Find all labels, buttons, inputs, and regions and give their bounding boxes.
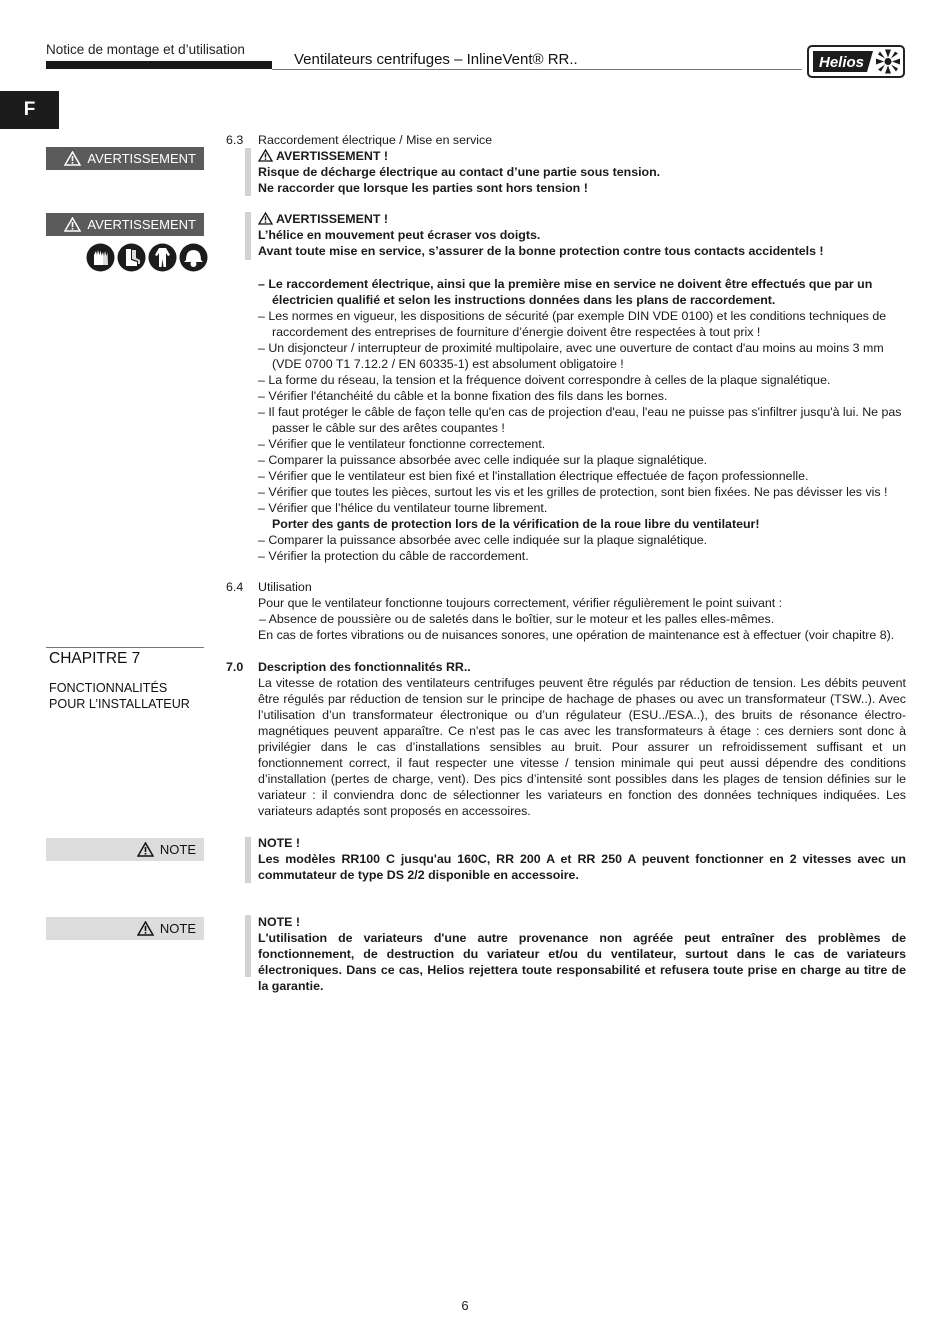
note-label-text: NOTE [159, 842, 196, 857]
ppe-icons [86, 243, 208, 272]
warning-label-electric [46, 147, 204, 170]
warning-bar [245, 212, 251, 260]
list-item: – Vérifier la protection du câble de raccordement. [258, 549, 529, 563]
boots-icon [117, 243, 146, 272]
warning-triangle-icon [64, 217, 81, 232]
note-text: L'utilisation de variateurs d'une autre provenance non agréée peut entraîner des problèmes de fonctionnement, de destruction du variateur et/ou du ventilateur, surtout dans le cas de variateurs électroniques. Dans ce cas, Helios rejettera toute responsabilité et refusera toute prise en charge au titre de la garantie. [258, 931, 906, 993]
warning-title: AVERTISSEMENT ! [276, 149, 388, 163]
section-block-description [258, 659, 906, 819]
header-bar [46, 61, 272, 69]
page-number: 6 [461, 1298, 469, 1313]
warning-triangle-icon [258, 212, 273, 225]
language-tab: F [0, 91, 59, 129]
overall-icon [148, 243, 177, 272]
chapter-subtitle-line: FONCTIONNALITÉS [49, 681, 168, 695]
note-label-text: NOTE [159, 921, 196, 936]
section-number: 7.0 [226, 660, 244, 674]
paragraph: La vitesse de rotation des ventilateurs centrifuges peuvent être régulés par réduction de tension. Les débits peuvent être régulés par réduction de tension sur le principe de hachage de phases ou avec un transformateur (TSW..). Avec l’utilisation d’un transformateur électronique ou d’un régulateur (ESU../ESA..), des bruits de résonance électro-magnétiques peuvent apparaître. Ce n'est pas le cas avec les transformateurs à étage : ces derniers sont donc à privilégier dans le cas d’installations sensibles au bruit. Pour assurer un refroidissement suffisant et un fonctionnement correct, il faut respecter une vitesse / tension minimale qui peut aussi dépendre des conditions d’installation (pertes de charge, vent). Des pics d’intensité sont possibles dans les plages de tension définies sur le variateur : il conviendra donc de sélectionner les variateurs en fonction des données techniques indiquées. Les variateurs adaptés sont proposés en accessoires. [258, 676, 906, 818]
list-item-note: Porter des gants de protection lors de la vérification de la roue libre du ventilateur! [272, 517, 760, 531]
note-label-1 [46, 838, 204, 861]
warning-triangle-icon [258, 149, 273, 162]
list-item: – Vérifier que toutes les pièces, surtout les vis et les grilles de protection, sont bien fixées. Ne pas dévisser les vis ! [258, 485, 888, 499]
instruction-list [258, 276, 906, 564]
chapter-title: CHAPITRE 7 [49, 650, 141, 667]
warning-line: Avant toute mise en service, s’assurer de la bonne protection contre tous contacts accidentels ! [258, 244, 824, 258]
note-label-2 [46, 917, 204, 940]
list-item: – Absence de poussière ou de saletés dans le boîtier, sur le moteur et les palles elles-mêmes. [259, 612, 775, 626]
warning-triangle-icon [137, 921, 154, 936]
warning-label-fan [46, 213, 204, 236]
list-item: – Comparer la puissance absorbée avec celle indiquée sur la plaque signalétique. [258, 453, 708, 467]
list-item: – La forme du réseau, la tension et la fréquence doivent correspondre à celles de la plaque signalétique. [258, 373, 831, 387]
note-block-2 [258, 914, 906, 994]
warning-block-fan [258, 211, 906, 259]
section-block-usage [258, 579, 906, 643]
header-rule [272, 69, 802, 70]
note-title: NOTE ! [258, 836, 300, 850]
warning-block-electric [258, 148, 906, 196]
warning-bar [245, 148, 251, 196]
helmet-icon [179, 243, 208, 272]
note-title: NOTE ! [258, 915, 300, 929]
list-item: – Vérifier que le ventilateur fonctionne correctement. [258, 437, 546, 451]
section-heading: Description des fonctionnalités RR.. [258, 660, 471, 674]
warning-label-text: AVERTISSEMENT [87, 151, 196, 166]
gloves-icon [86, 243, 115, 272]
helios-logo [807, 45, 905, 78]
list-item: – Les normes en vigueur, les dispositions de sécurité (par exemple DIN VDE 0100) et les conditions techniques de raccordement des entreprises de fourniture d’énergie doivent être respectées à tout prix ! [258, 309, 887, 339]
note-block-1 [258, 835, 906, 883]
warning-triangle-icon [64, 151, 81, 166]
note-text: Les modèles RR100 C jusqu'au 160C, RR 200 A et RR 250 A peuvent fonctionner en 2 vitesses avec un commutateur de type DS 2/2 disponible en accessoire. [258, 852, 906, 882]
warning-title: AVERTISSEMENT ! [276, 212, 388, 226]
warning-line: Risque de décharge électrique au contact d’une partie sous tension. [258, 165, 661, 179]
list-item: – Le raccordement électrique, ainsi que la première mise en service ne doivent être effectués que par un électricien qualifié et selon les instructions données dans les plans de raccordement. [258, 277, 873, 307]
note-bar [245, 837, 251, 883]
section-number: 6.3 [226, 133, 244, 147]
chapter-box [46, 647, 204, 712]
warning-line: Ne raccorder que lorsque les parties sont hors tension ! [258, 181, 588, 195]
page-title: Ventilateurs centrifuges – InlineVent® RR.. [294, 51, 578, 68]
document-type-label: Notice de montage et d’utilisation [46, 42, 245, 57]
note-bar [245, 915, 251, 977]
section-heading: Utilisation [258, 580, 312, 594]
logo-text: Helios [819, 54, 865, 71]
paragraph: Pour que le ventilateur fonctionne toujours correctement, vérifier régulièrement le point suivant : [258, 596, 783, 610]
chapter-subtitle-line: POUR L’INSTALLATEUR [49, 697, 190, 711]
chapter-subtitle [49, 680, 204, 712]
warning-line: L’hélice en mouvement peut écraser vos doigts. [258, 228, 541, 242]
list-item: – Un disjoncteur / interrupteur de proximité multipolaire, avec une ouverture de contact d'au moins au moins 3 mm (VDE 0700 T1 7.12.2 / EN 60335-1) est absolument obligatoire ! [258, 341, 884, 371]
warning-label-text: AVERTISSEMENT [87, 217, 196, 232]
warning-triangle-icon [137, 842, 154, 857]
list-item: – Il faut protéger le câble de façon telle qu'en cas de projection d'eau, l'eau ne puisse pas s'infiltrer jusqu'à lui. Ne pas passer le câble sur des arêtes coupantes ! [258, 405, 902, 435]
list-item: – Vérifier que l’hélice du ventilateur tourne librement. [258, 501, 548, 515]
list-item: – Comparer la puissance absorbée avec celle indiquée sur la plaque signalétique. [258, 533, 708, 547]
paragraph: En cas de fortes vibrations ou de nuisances sonores, une opération de maintenance est à effectuer (voir chapitre 8). [258, 628, 895, 642]
list-item: – Vérifier que le ventilateur est bien fixé et l'installation électrique effectuée de façon professionnelle. [258, 469, 809, 483]
section-heading: Raccordement électrique / Mise en service [258, 133, 493, 147]
section-number: 6.4 [226, 580, 244, 594]
list-item: – Vérifier l'étanchéité du câble et la bonne fixation des fils dans les bornes. [258, 389, 668, 403]
